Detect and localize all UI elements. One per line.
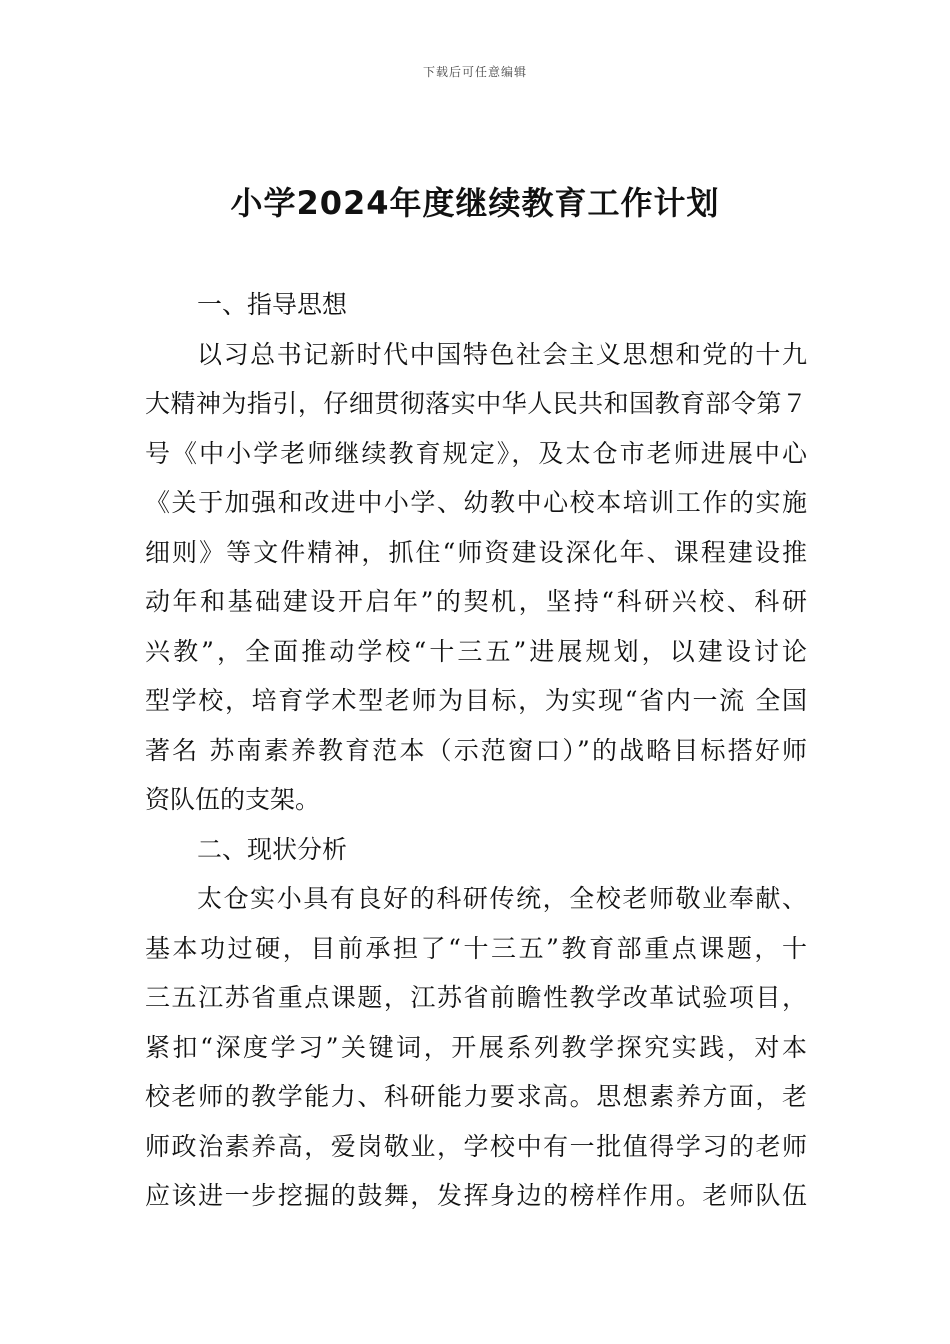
paragraph-line: 基本功过硬，目前承担了“十三五”教育部重点课题，十: [145, 933, 807, 963]
paragraph-line: 《关于加强和改进中小学、幼教中心校本培训工作的实施: [145, 488, 807, 517]
paragraph-line: 兴教”，全面推动学校“十三五”进展规划，以建设讨论: [145, 636, 807, 666]
paragraph-line: 以习总书记新时代中国特色社会主义思想和党的十九: [197, 339, 807, 369]
page-header-note: 下载后可任意编辑: [422, 65, 527, 79]
paragraph-line: 太仓实小具有良好的科研传统，全校老师敬业奉献、: [197, 884, 807, 913]
paragraph-line: 三五江苏省重点课题，江苏省前瞻性教学改革试验项目，: [145, 983, 807, 1012]
paragraph-line: 著名 苏南素养教育范本（示范窗口）”的战略目标搭好师: [145, 735, 807, 765]
paragraph-line: 校老师的教学能力、科研能力要求高。思想素养方面，老: [145, 1082, 807, 1111]
paragraph-line: 大精神为指引，仔细贯彻落实中华人民共和国教育部令第７: [145, 389, 807, 418]
paragraph-line: 型学校，培育学术型老师为目标，为实现“省内一流 全国: [145, 686, 807, 715]
paragraph-line: 紧扣“深度学习”关键词，开展系列教学探究实践，对本: [145, 1032, 807, 1062]
document-title: 小学2024年度继续教育工作计划: [230, 184, 720, 222]
document-body: [145, 280, 807, 1221]
paragraph-line: 细则》等文件精神，抓住“师资建设深化年、课程建设推: [145, 537, 807, 567]
paragraph-line: 号《中小学老师继续教育规定》，及太仓市老师进展中心: [145, 438, 807, 468]
paragraph-line: 应该进一步挖掘的鼓舞，发挥身边的榜样作用。老师队伍: [145, 1181, 807, 1210]
paragraph-line: 动年和基础建设开启年”的契机，坚持“科研兴校、科研: [145, 587, 807, 616]
paragraph-line: 师政治素养高，爱岗敬业，学校中有一批值得学习的老师: [145, 1131, 807, 1161]
section-heading: 二、现状分析: [197, 834, 348, 864]
section-heading: 一、指导思想: [197, 290, 348, 319]
paragraph-line: 资队伍的支架。: [145, 785, 321, 814]
